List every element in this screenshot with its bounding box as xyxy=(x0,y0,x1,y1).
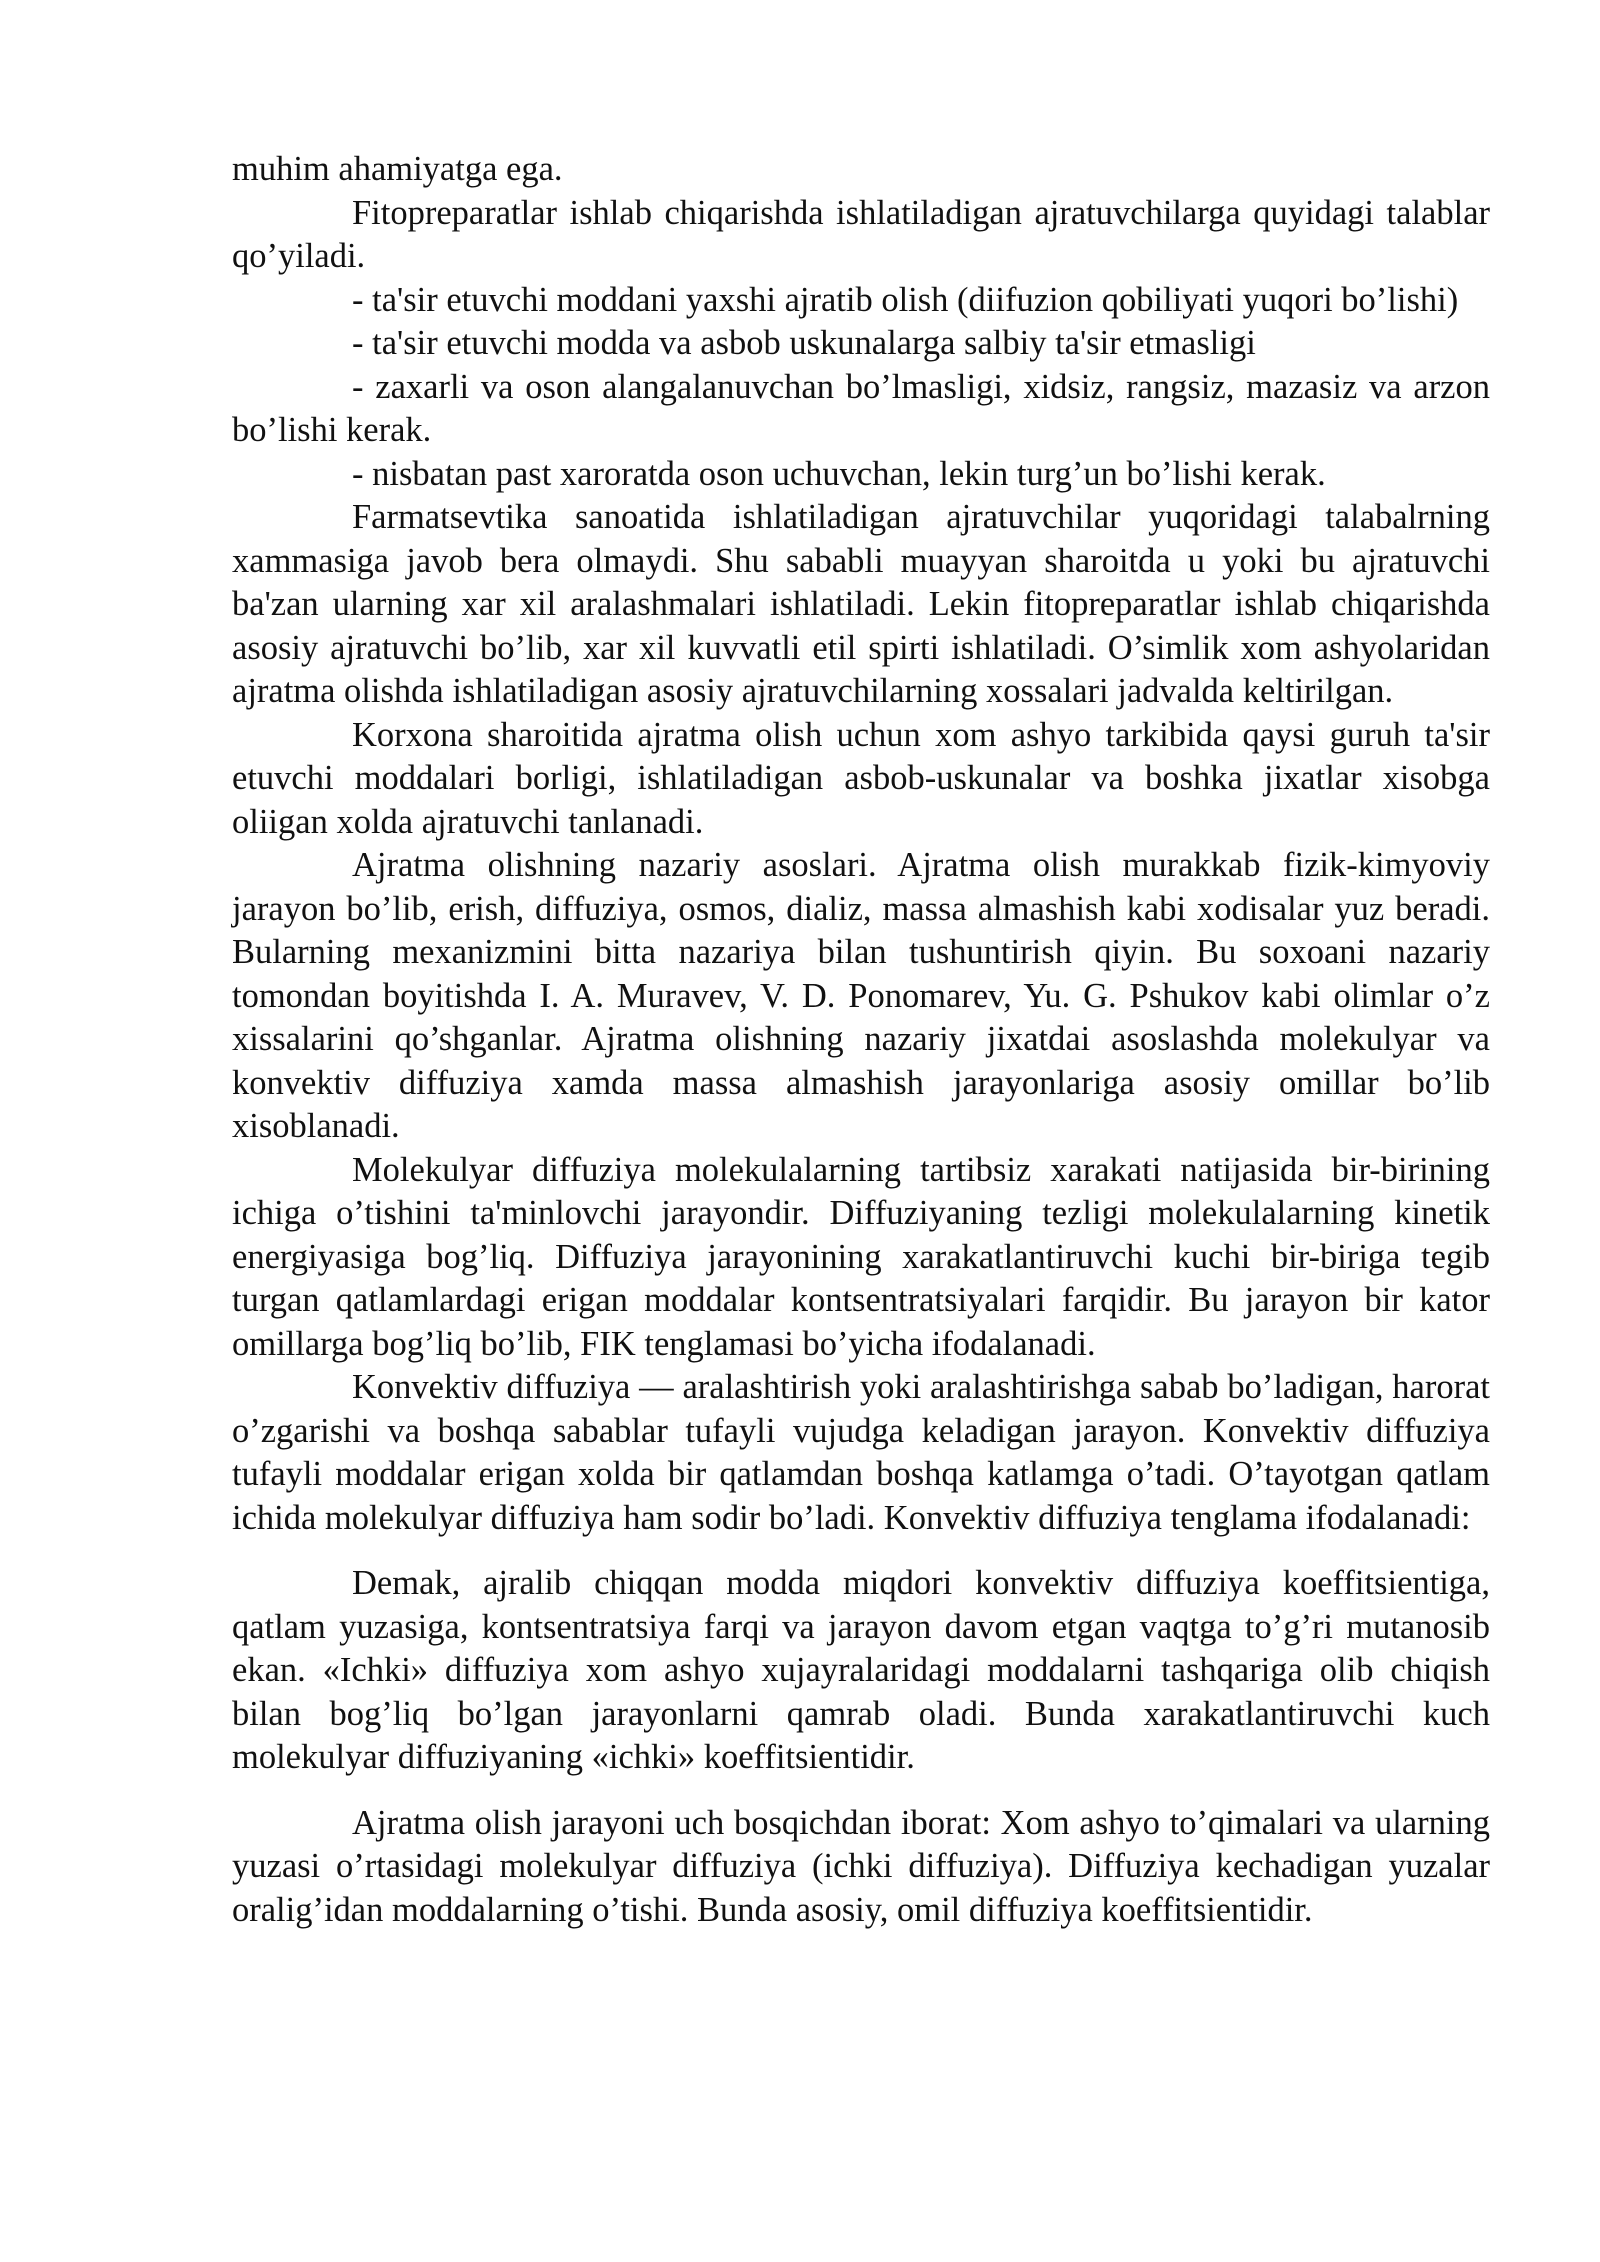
paragraph-continuation: muhim ahamiyatga ega. xyxy=(232,150,563,188)
paragraph-solvent-requirements-intro: Fitopreparatlar ishlab chiqarishda ishlatiladigan ajratuvchilarga quyidagi talablar qo’yiladi. xyxy=(232,193,1490,275)
paragraph-molecular-diffusion: Molekulyar diffuziya molekulalarning tartibsiz xarakati natijasida bir-birining ichiga o’tishini ta'minlovchi jarayondir. Diffuziyaning tezligi molekulalarning kinetik energiyasiga bog’liq. Diffuziya jarayonining xarakatlantiruvchi kuchi bir-biriga tegib turgan qatlamlardagi erigan moddalar kontsentratsiyalari farqidir. Bu jarayon bir kator omillarga bog’liq bo’lib, FIK tenglamasi bo’yicha ifodalanadi. xyxy=(232,1150,1490,1363)
list-item-requirement-4: - nisbatan past xaroratda oson uchuvchan, lekin turg’un bo’lishi kerak. xyxy=(352,454,1326,493)
paragraph-solvent-selection: Korxona sharoitida ajratma olish uchun xom ashyo tarkibida qaysi guruh ta'sir etuvchi moddalari borligi, ishlatiladigan asbob-uskunalar va boshka jixatlar xisobga oliigan xolda ajratuvchi tanlanadi. xyxy=(232,715,1490,841)
paragraph-theoretical-basis: Ajratma olishning nazariy asoslari. Ajratma olish murakkab fizik-kimyoviy jarayon bo’lib, erish, diffuziya, osmos, dializ, massa almashish kabi xodisalar yuz beradi. Bularning mexanizmini bitta nazariya bilan tushuntirish qiyin. Bu soxoani nazariy tomondan boyitishda I. A. Muravev, V. D. Ponomarev, Yu. G. Pshukov kabi olimlar o’z xissalarini qo’shganlar. Ajratma olishning nazariy jixatdai asoslashda molekulyar va konvektiv diffuziya xamda massa almashish jarayonlariga asosiy omillar bo’lib xisoblanadi. xyxy=(232,846,1490,1145)
paragraph-gap xyxy=(232,1780,1490,1802)
list-item-requirement-3: - zaxarli va oson alangalanuvchan bo’lmasligi, xidsiz, rangsiz, mazasiz va arzon bo’lishi kerak. xyxy=(232,367,1490,449)
paragraph-pharmaceutical-solvents: Farmatsevtika sanoatida ishlatiladigan ajratuvchilar yuqoridagi talabalrning xammasiga javob bera olmaydi. Shu sababli muayyan sharoitda u yoki bu ajratuvchi ba'zan ularning xar xil aralashmalari ishlatiladi. Lekin fitopreparatlar ishlab chiqarishda asosiy ajratuvchi bo’lib, xar xil kuvvatli etil spirti ishlatiladi. O’simlik xom ashyolaridan ajratma olishda ishlatiladigan asosiy ajratuvchilarning xossalari jadvalda keltirilgan. xyxy=(232,498,1490,710)
paragraph-internal-diffusion: Demak, ajralib chiqqan modda miqdori konvektiv diffuziya koeffitsientiga, qatlam yuzasiga, kontsentratsiya farqi va jarayon davom etgan vaqtga to’g’ri mutanosib ekan. «Ichki» diffuziya xom ashyo xujayralaridagi moddalarni tashqariga olib chiqish bilan bog’liq bo’lgan jarayonlarni qamrab oladi. Bunda xarakatlantiruvchi kuch molekulyar diffuziyaning «ichki» koeffitsientidir. xyxy=(232,1564,1490,1776)
paragraph-extraction-stages: Ajratma olish jarayoni uch bosqichdan iborat: Xom ashyo to’qimalari va ularning yuzasi o’rtasidagi molekulyar diffuziya (ichki diffuziya). Diffuziya kechadigan yuzalar oralig’idan moddalarning o’tishi. Bunda asosiy, omil diffuziya koeffitsientidir. xyxy=(232,1803,1490,1929)
list-item-requirement-1: - ta'sir etuvchi moddani yaxshi ajratib olish (diifuzion qobiliyati yuqori bo’lishi) xyxy=(352,280,1459,319)
paragraph-convective-diffusion: Konvektiv diffuziya — aralashtirish yoki aralashtirishga sabab bo’ladigan, harorat o’zgarishi va boshqa sabablar tufayli vujudga keladigan jarayon. Konvektiv diffuziya tufayli moddalar erigan xolda bir qatlamdan boshqa katlamga o’tadi. O’tayotgan qatlam ichida molekulyar diffuziya ham sodir bo’ladi. Konvektiv diffuziya tenglama ifodalanadi: xyxy=(232,1368,1490,1537)
document-page xyxy=(232,148,1490,1932)
equation-gap xyxy=(232,1540,1490,1562)
list-item-requirement-2: - ta'sir etuvchi modda va asbob uskunalarga salbiy ta'sir etmasligi xyxy=(352,324,1256,362)
